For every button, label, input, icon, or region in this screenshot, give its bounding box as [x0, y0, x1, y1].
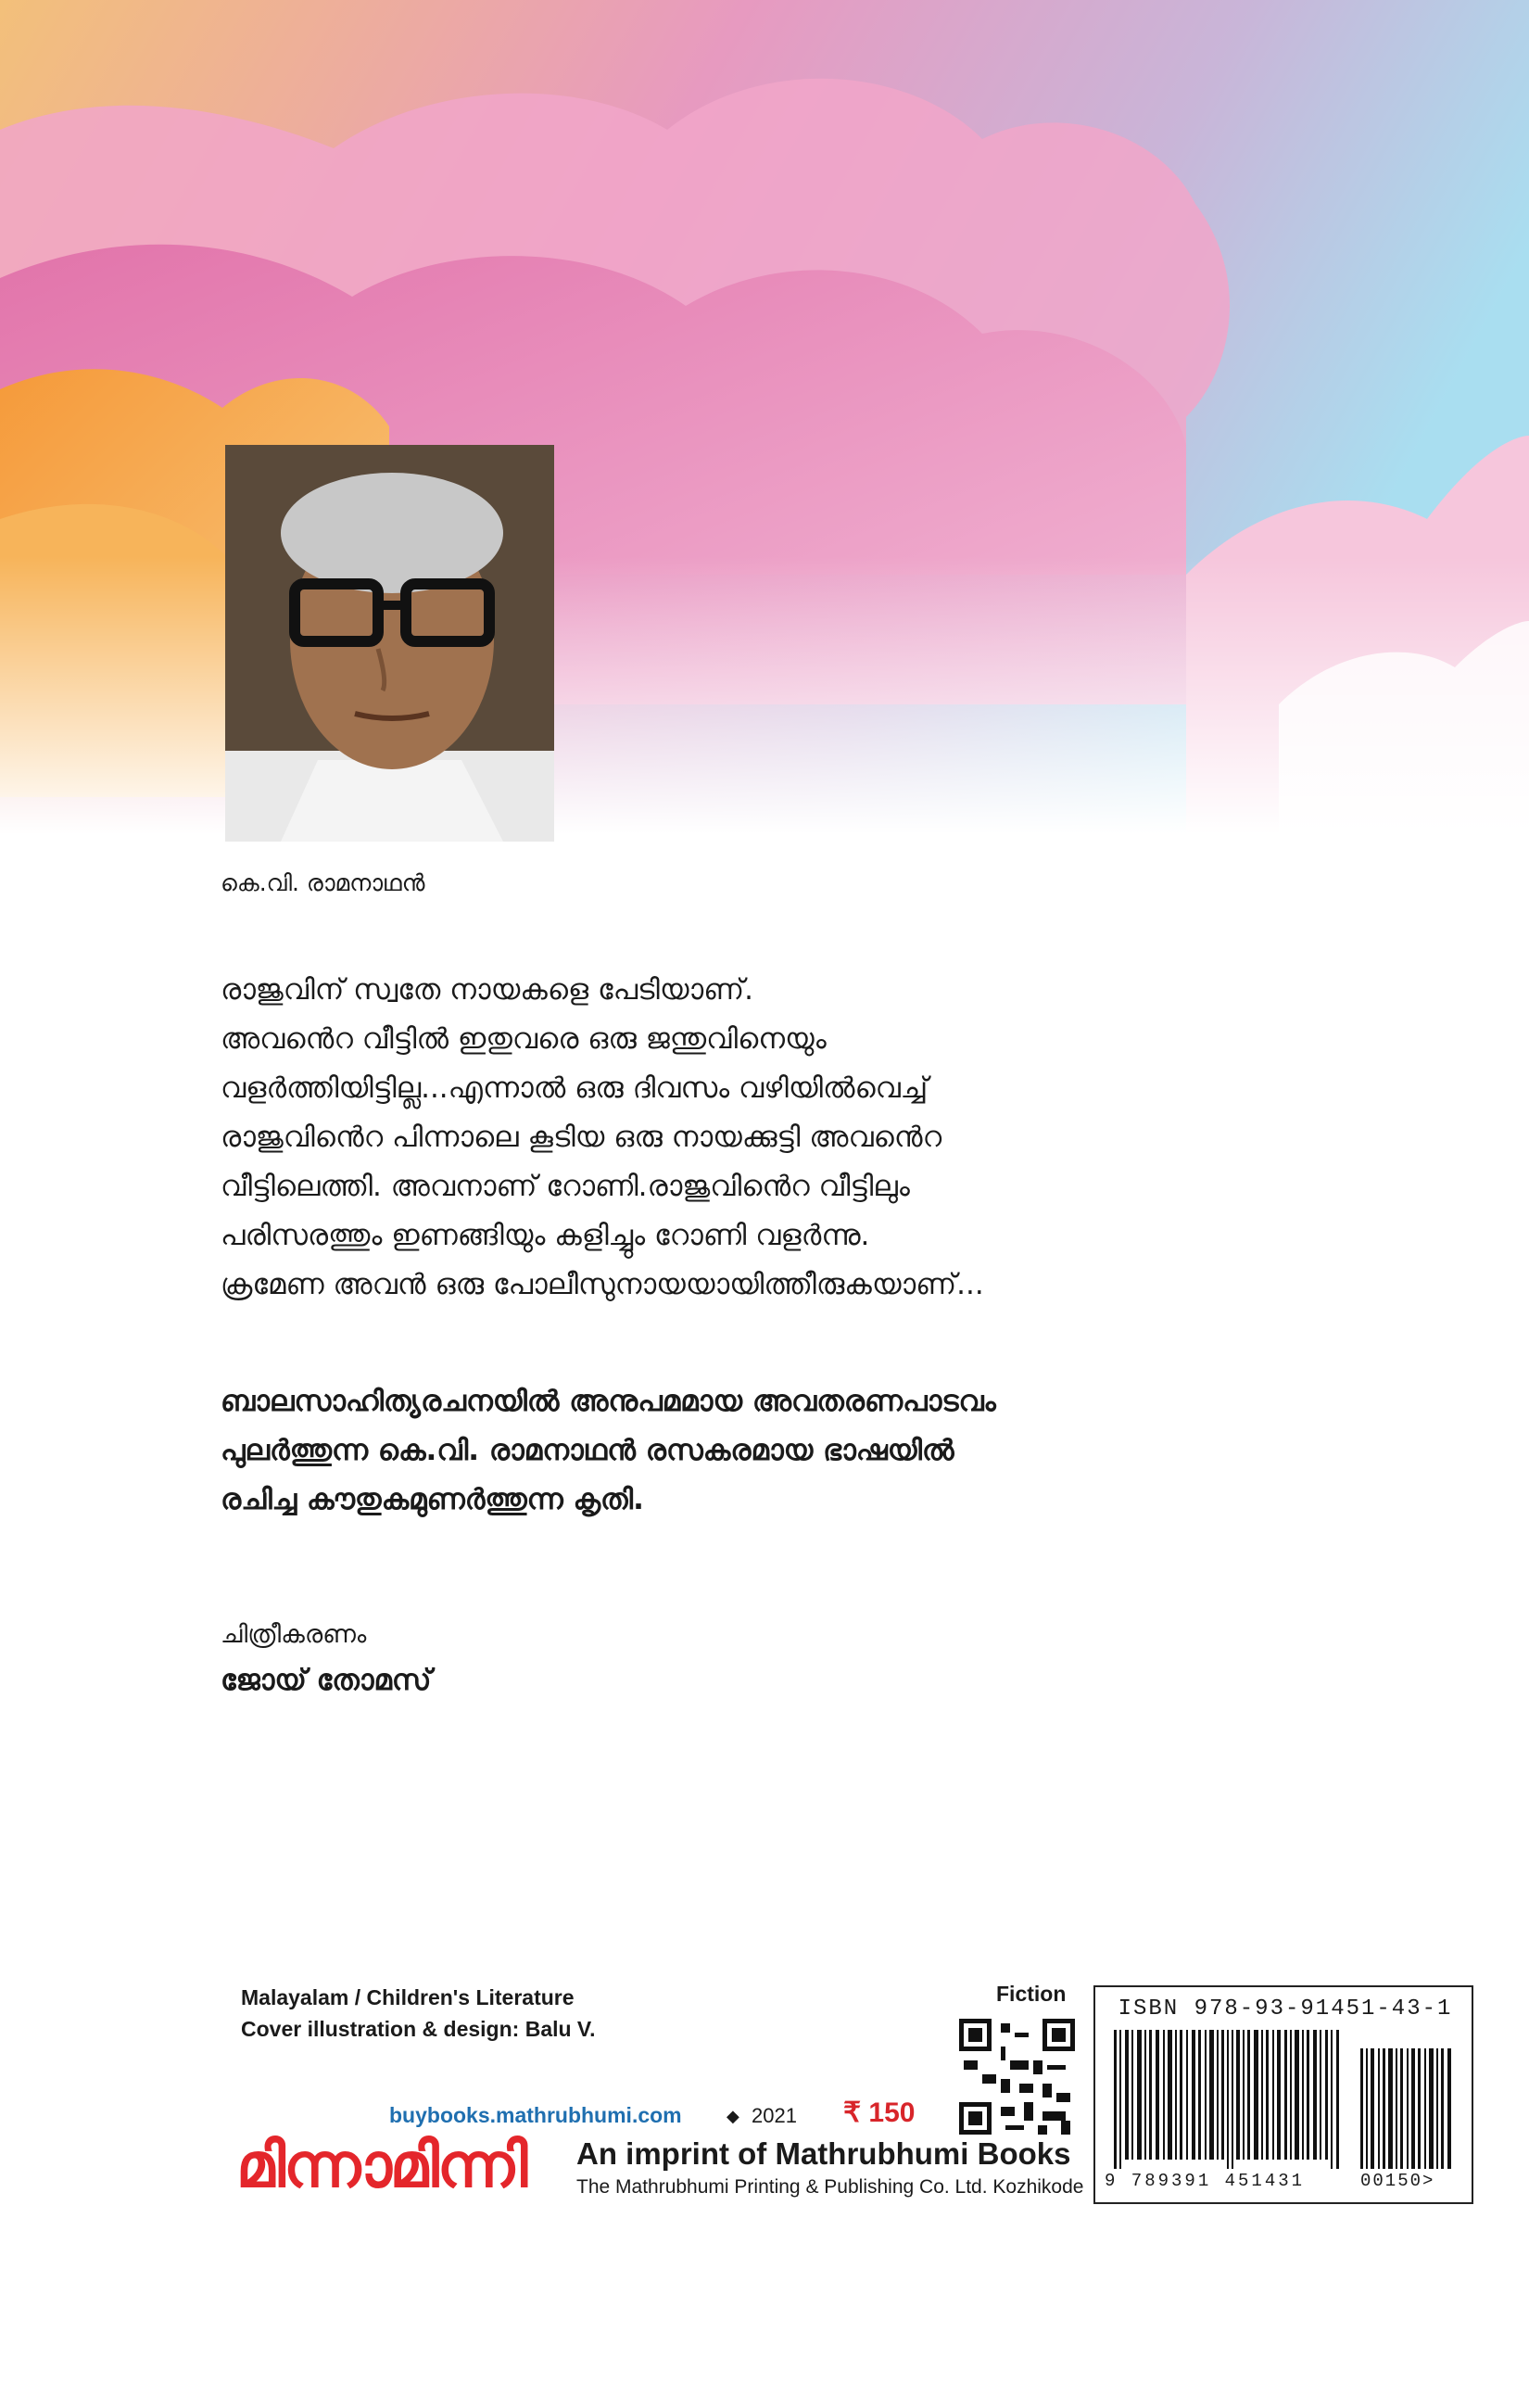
synopsis-line: വളർത്തിയിട്ടില്ല...എന്നാൽ ഒരു ദിവസം വഴിയിൽവെച്ച് [221, 1071, 929, 1105]
diamond-separator-icon: ◆ [727, 2107, 739, 2126]
publication-year: 2021 [752, 2104, 797, 2127]
synopsis [221, 966, 1333, 1310]
publisher-logo: മിന്നാമിന്നി [236, 2130, 526, 2201]
illustration-label: ചിത്രീകരണം [221, 1620, 367, 1649]
book-meta [241, 1982, 596, 2045]
tagline-line: രചിച്ച കൗതുകമുണർത്തുന്ന കൃതി. [221, 1483, 644, 1516]
tagline-line: പുലർത്തുന്ന കെ.വി. രാമനാഥൻ രസകരമായ ഭാഷയിൽ [221, 1434, 954, 1467]
tagline-line: ബാലസാഹിത്യരചനയിൽ അനുപമമായ അവതരണപാടവം [221, 1385, 996, 1418]
genre-label: Fiction [996, 1982, 1067, 2006]
isbn-barcode [1093, 1985, 1473, 2204]
tagline [221, 1377, 1333, 1525]
synopsis-line: രാജുവിന് സ്വതേ നായകളെ പേടിയാണ്. [221, 973, 753, 1007]
printer-text: The Mathrubhumi Printing & Publishing Co. Ltd. Kozhikode [576, 2176, 1084, 2198]
category-text: Malayalam / Children's Literature [241, 1985, 575, 2009]
author-portrait [225, 445, 554, 842]
synopsis-line: അവൻെറ വീട്ടിൽ ഇതുവരെ ഒരു ജന്തുവിനെയും [221, 1022, 827, 1056]
synopsis-line: വീട്ടിലെത്തി. അവനാണ് റോണി.രാജുവിൻെറ വീട്ടിലും [221, 1170, 910, 1203]
imprint-text: An imprint of Mathrubhumi Books [576, 2136, 1071, 2171]
illustrator-name: ജോയ് തോമസ് [221, 1664, 432, 1697]
isbn-number: ISBN 978-93-91451-43-1 [1118, 1996, 1453, 2021]
website-link[interactable]: buybooks.mathrubhumi.com [389, 2103, 682, 2127]
synopsis-line: പരിസരത്തും ഇണങ്ങിയും കളിച്ചും റോണി വളർന്നു. [221, 1219, 870, 1252]
design-credit: Cover illustration & design: Balu V. [241, 2017, 596, 2041]
barcode-price-code: 00150> [1360, 2171, 1435, 2191]
qr-code-icon [959, 2019, 1075, 2135]
barcode-digits: 9 789391 451431 [1105, 2171, 1306, 2191]
book-price: ₹ 150 [843, 2097, 916, 2128]
barcode-bars-icon [1112, 2030, 1457, 2169]
synopsis-line: ക്രമേണ അവൻ ഒരു പോലീസുനായയായിത്തീരുകയാണ്... [221, 1268, 984, 1301]
synopsis-line: രാജുവിൻെറ പിന്നാലെ കൂടിയ ഒരു നായക്കുട്ടി അവൻെറ [221, 1121, 942, 1154]
author-caption: കെ.വി. രാമനാഥൻ [221, 869, 425, 896]
